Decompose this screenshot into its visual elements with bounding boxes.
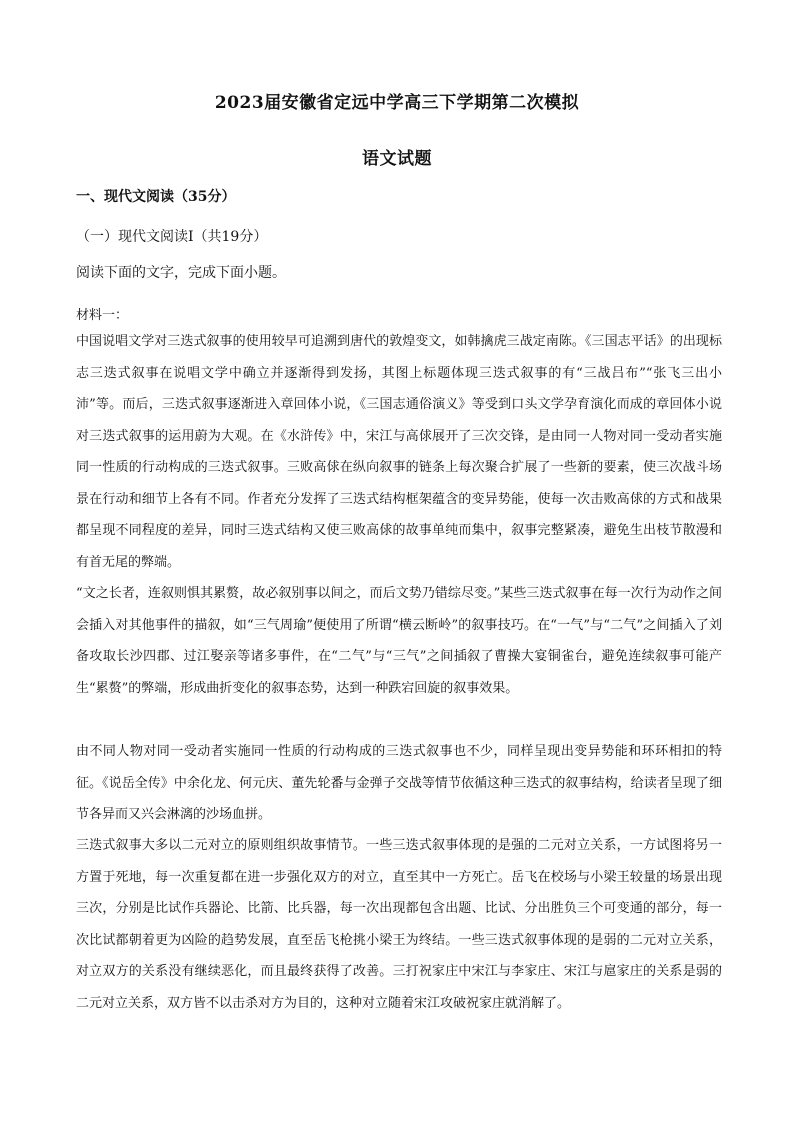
paragraph-1: 中国说唱文学对三迭式叙事的使用较早可追溯到唐代的敦煌变文，如韩擒虎三战定南陈。《三国志平话》的出现标志三迭式叙事在说唱文学中确立并逐渐得到发扬，其图上标题体现三迭式叙事的有“三战吕布”“张飞三出小沛”等。而后，三迭式叙事逐渐进入章回体小说，《三国志通俗演义》等受到口头文学孕育演化而成的章回体小说对三迭式叙事的运用蔚为大观。在《水浒传》中，宋江与高俅展开了三次交锋，是由同一人物对同一受动者实施同一性质的行动构成的三迭式叙事。三败高俅在纵向叙事的链条上每次聚合扩展了一些新的要素，使三次战斗场景在行动和细节上各有不同。作者充分发挥了三迭式结构框架蕴含的变异势能，使每一次击败高俅的方式和战果都呈现不同程度的差异，同时三迭式结构又使三败高俅的故事单纯而集中，叙事完整紧凑，避免生出枝节散漫和有首无尾的弊端。 (76, 334, 722, 570)
paragraph-3: 由不同人物对同一受动者实施同一性质的行动构成的三迭式叙事也不少，同样呈现出变异势能和环环相扣的特征。《说岳全传》中余化龙、何元庆、董先轮番与金弹子交战等情节依循这种三迭式的叙事结构，给读者呈现了细节各异而又兴会淋漓的沙场血拼。 (76, 744, 722, 822)
subsection-heading: （一）现代文阅读Ⅰ（共19分） (76, 229, 268, 245)
paragraph-4: 三迭式叙事大多以二元对立的原则组织故事情节。一些三迭式叙事体现的是强的二元对立关系，一方试图将另一方置于死地，每一次重复都在进一步强化双方的对立，直至其中一方死亡。岳飞在校场与小梁王较量的场景出现三次，分别是比试作兵器论、比箭、比兵器，每一次出现都包含出题、比试、分出胜负三个可变通的部分，每一次比试都朝着更为凶险的趋势发展，直至岳飞枪挑小梁王为终结。一些三迭式叙事体现的是弱的二元对立关系，对立双方的关系没有继续恶化，而且最终获得了改善。三打祝家庄中宋江与李家庄、宋江与扈家庄的关系是弱的二元对立关系，双方皆不以击杀对方为目的，这种对立随着宋江攻破祝家庄就消解了。 (76, 838, 722, 1011)
reading-instruction: 阅读下面的文字，完成下面小题。 (76, 265, 286, 281)
section-heading: 一、现代文阅读（35分） (76, 189, 236, 205)
paragraph-2: “文之长者，连叙则惧其累赘，故必叙别事以间之，而后文势乃错综尽变。”某些三迭式叙事在每一次行为动作之间会插入对其他事件的描叙，如“三气周瑜”便使用了所谓“横云断岭”的叙事技巧。在“一气”与“二气”之间插入了刘备攻取长沙四郡、过江娶亲等诸多事件，在“二气”与“三气”之间插叙了曹操大宴铜雀台，避免连续叙事可能产生“累赘”的弊端，形成曲折变化的叙事态势，达到一种跌宕回旋的叙事效果。 (76, 586, 722, 696)
document-title: 2023届安徽省定远中学高三下学期第二次模拟 (214, 93, 580, 113)
material-label: 材料一： (76, 308, 129, 323)
document-subtitle: 语文试题 (362, 149, 432, 169)
